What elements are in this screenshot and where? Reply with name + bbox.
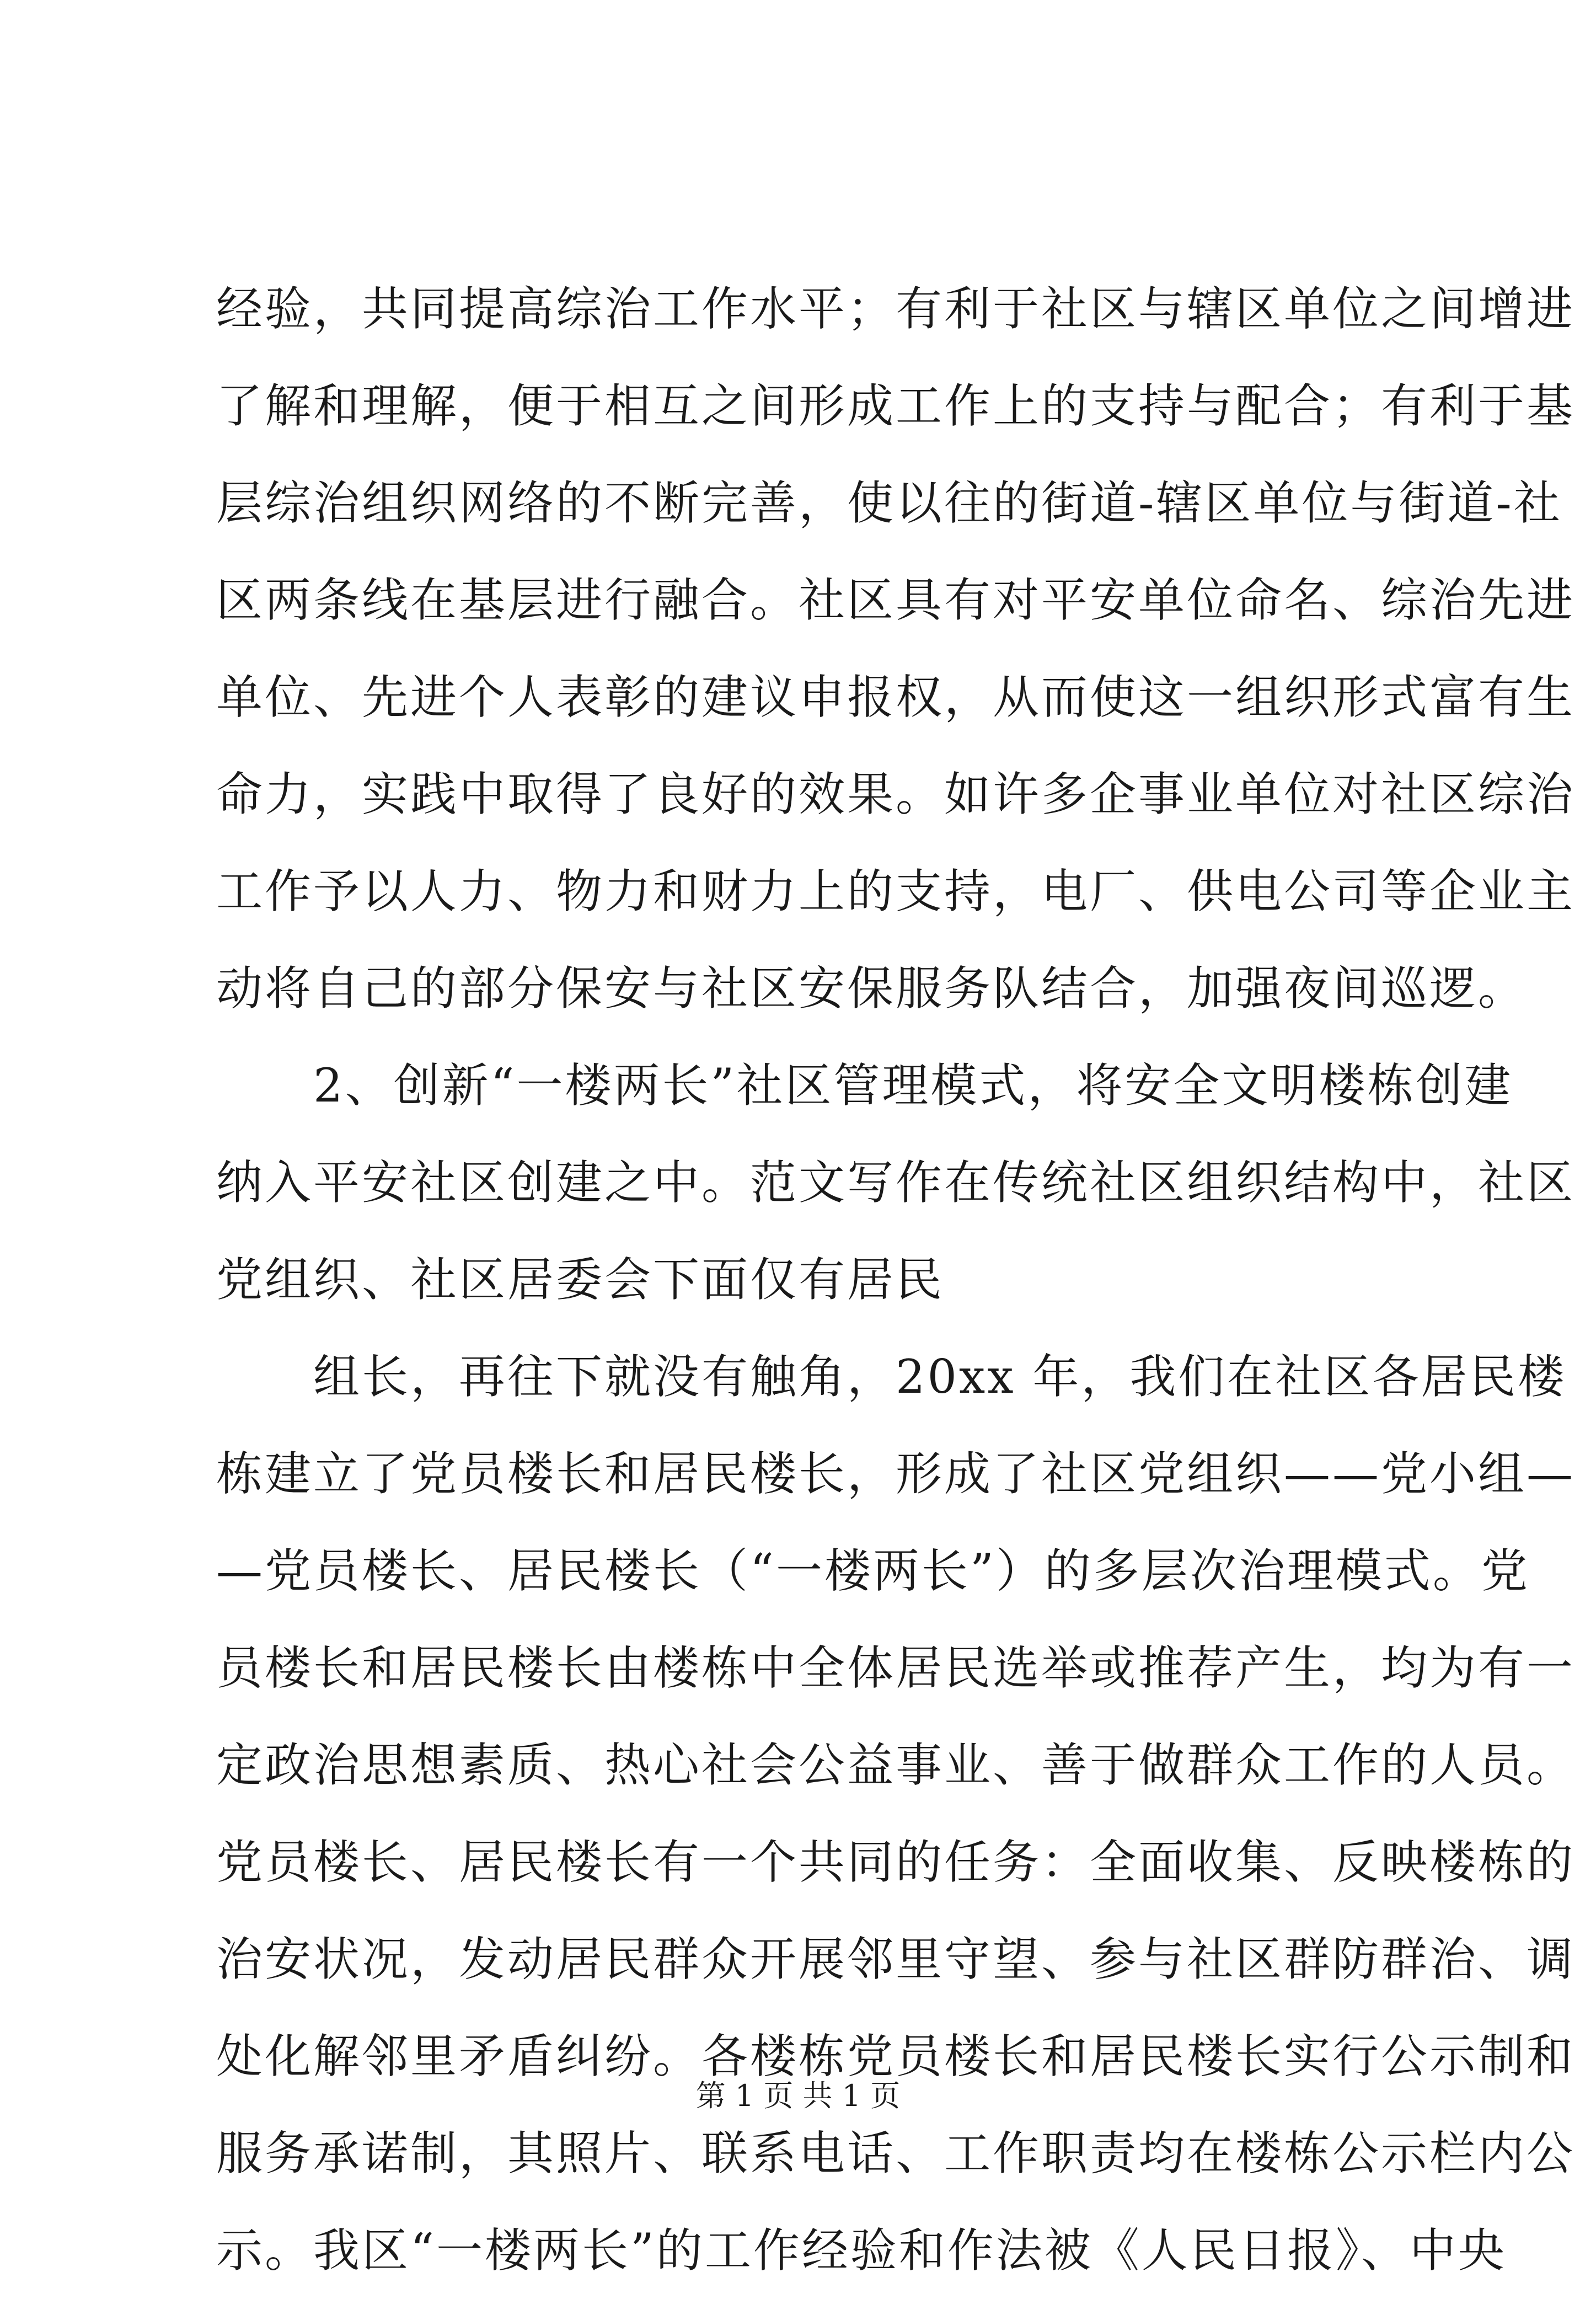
page-footer: [0, 2074, 1596, 2118]
text-line: 治安状况，发动居民群众开展邻里守望、参与社区群防群治、调: [216, 1932, 1576, 1986]
text-line: 了解和理解，便于相互之间形成工作上的支持与配合；有利于基: [216, 379, 1576, 433]
text-line: 示。我区“一楼两长”的工作经验和作法被《人民日报》、中央: [216, 2223, 1507, 2277]
text-line: 单位、先进个人表彰的建议申报权，从而使这一组织形式富有生: [216, 670, 1576, 724]
text-line: 党员楼长、居民楼长有一个共同的任务：全面收集、反映楼栋的: [216, 1835, 1576, 1889]
text-line: 定政治思想素质、热心社会公益事业、善于做群众工作的人员。: [216, 1738, 1576, 1792]
text-line: 工作予以人力、物力和财力上的支持，电厂、供电公司等企业主: [216, 864, 1576, 918]
text-line: 经验，共同提高综治工作水平；有利于社区与辖区单位之间增进: [216, 282, 1576, 336]
page-number-label: 第 1 页 共 1 页: [695, 2078, 901, 2113]
text-line: —党员楼长、居民楼长（“一楼两长”）的多层次治理模式。党: [216, 1544, 1530, 1598]
text-line: 组长，再往下就没有触角，20xx 年，我们在社区各居民楼: [216, 1350, 1567, 1404]
text-line: 命力，实践中取得了良好的效果。如许多企事业单位对社区综治: [216, 767, 1576, 821]
text-line: 处化解邻里矛盾纠纷。各楼栋党员楼长和居民楼长实行公示制和: [216, 2029, 1576, 2083]
text-line: 纳入平安社区创建之中。范文写作在传统社区组织结构中，社区: [216, 1156, 1576, 1210]
text-line: 2、创新“一楼两长”社区管理模式，将安全文明楼栋创建: [216, 1058, 1513, 1113]
text-line: 栋建立了党员楼长和居民楼长，形成了社区党组织——党小组—: [216, 1447, 1576, 1501]
text-line: 层综治组织网络的不断完善，使以往的街道-辖区单位与街道-社: [216, 476, 1562, 530]
text-line: 区两条线在基层进行融合。社区具有对平安单位命名、综治先进: [216, 573, 1576, 627]
text-line: 服务承诺制，其照片、联系电话、工作职责均在楼栋公示栏内公: [216, 2126, 1576, 2180]
text-line: 员楼长和居民楼长由楼栋中全体居民选举或推荐产生，均为有一: [216, 1641, 1576, 1695]
text-line: 党组织、社区居委会下面仅有居民: [216, 1253, 945, 1307]
text-line: 动将自己的部分保安与社区安保服务队结合，加强夜间巡逻。: [216, 961, 1527, 1015]
document-body: [216, 260, 1576, 2299]
